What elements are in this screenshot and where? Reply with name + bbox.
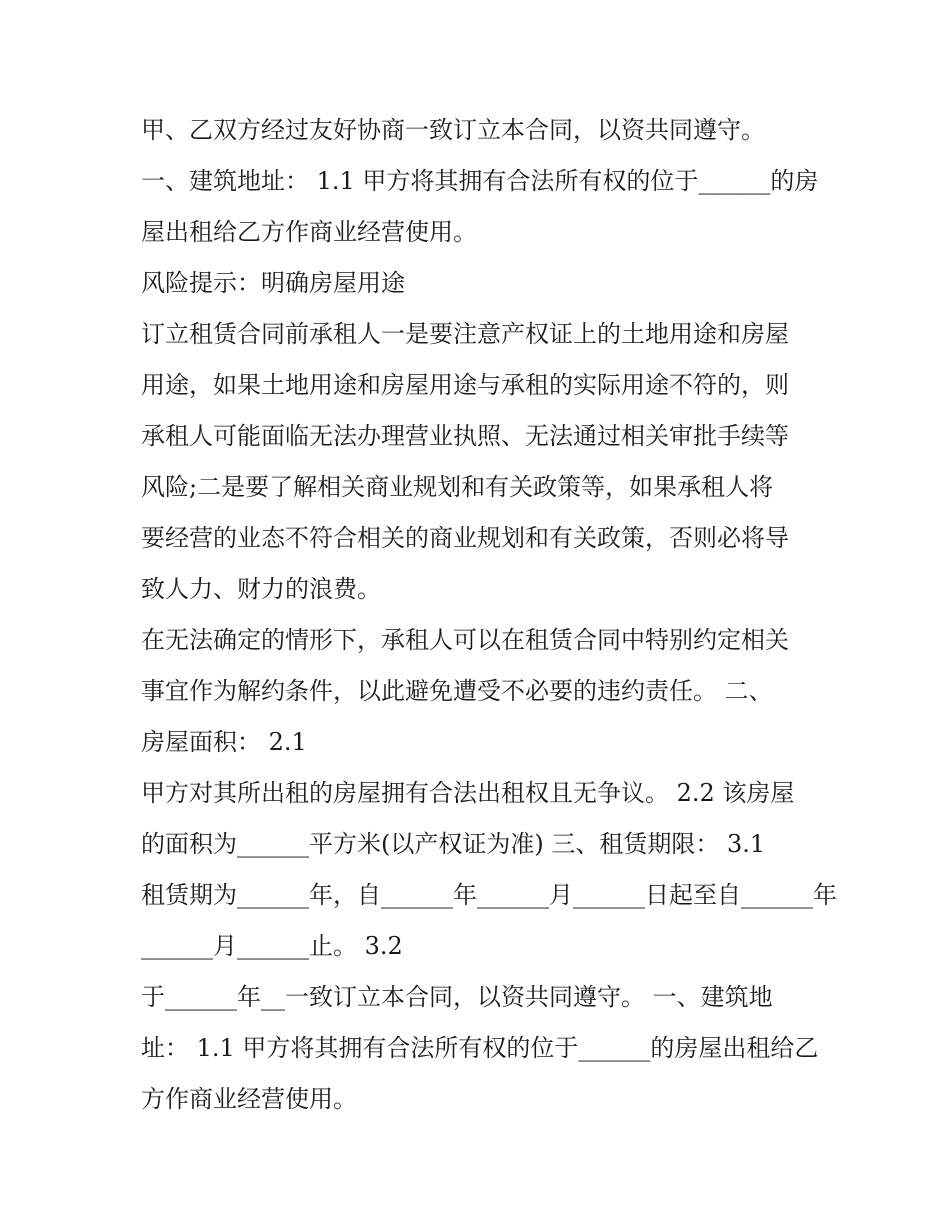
text-line: 于______年__一致订立本合同，以资共同遵守。 一、建筑地 xyxy=(141,983,773,1011)
text-line: 在无法确定的情形下，承租人可以在租赁合同中特别约定相关 xyxy=(141,626,789,654)
text-line: 甲方对其所出租的房屋拥有合法出租权且无争议。 2.2 该房屋 xyxy=(141,779,795,807)
text-line: 的面积为______平方米(以产权证为准) 三、租赁期限： 3.1 xyxy=(141,830,766,858)
text-line: 房屋面积： 2.1 xyxy=(141,728,307,756)
text-line: 租赁期为______年，自______年______月______日起至自______年 xyxy=(141,881,837,909)
document-body xyxy=(141,105,837,1125)
text-line: 风险提示：明确房屋用途 xyxy=(141,269,405,297)
text-line: 要经营的业态不符合相关的商业规划和有关政策，否则必将导 xyxy=(141,524,789,552)
text-line: 订立租赁合同前承租人一是要注意产权证上的土地用途和房屋 xyxy=(141,320,789,348)
text-line: 承租人可能面临无法办理营业执照、无法通过相关审批手续等 xyxy=(141,422,789,450)
text-line: 甲、乙双方经过友好协商一致订立本合同，以资共同遵守。 xyxy=(141,116,765,144)
text-line: 方作商业经营使用。 xyxy=(141,1085,357,1113)
text-line: 事宜作为解约条件，以此避免遭受不必要的违约责任。 二、 xyxy=(141,677,773,705)
text-line: 一、建筑地址： 1.1 甲方将其拥有合法所有权的位于______的房 xyxy=(141,167,819,195)
text-line: 风险;二是要了解相关商业规划和有关政策等，如果承租人将 xyxy=(141,473,774,501)
text-line: 屋出租给乙方作商业经营使用。 xyxy=(141,218,477,246)
text-line: ______月______止。 3.2 xyxy=(141,932,403,960)
text-line: 用途，如果土地用途和房屋用途与承租的实际用途不符的，则 xyxy=(141,371,789,399)
text-line: 致人力、财力的浪费。 xyxy=(141,575,381,603)
text-line: 址： 1.1 甲方将其拥有合法所有权的位于______的房屋出租给乙 xyxy=(141,1034,819,1062)
